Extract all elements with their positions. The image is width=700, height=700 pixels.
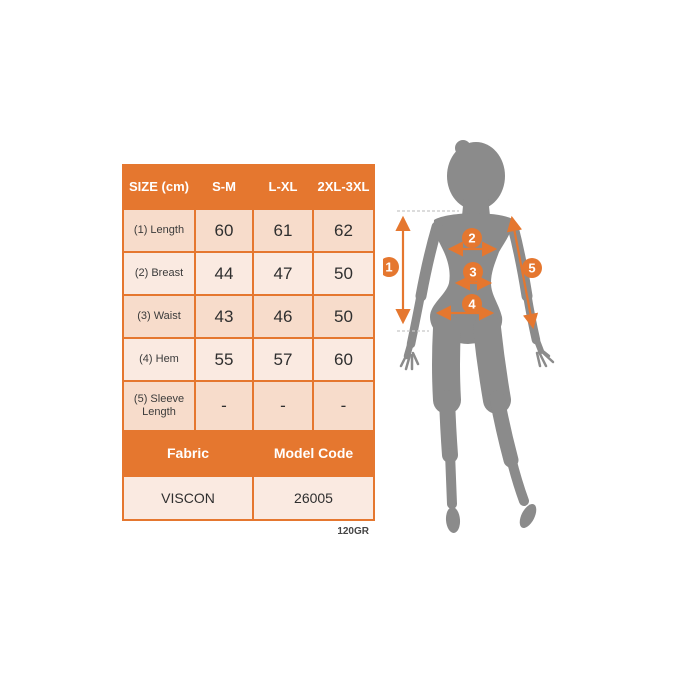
measurement-figure xyxy=(383,133,598,545)
marker-3 xyxy=(463,262,483,282)
row-breast-2xl3xl: 50 xyxy=(314,253,373,294)
marker-2 xyxy=(462,228,482,248)
size-table-header-size: SIZE (cm) xyxy=(124,166,194,208)
row-breast-label: (2) Breast xyxy=(124,253,194,294)
model-code-header: Model Code xyxy=(254,432,373,475)
fabric-header: Fabric xyxy=(124,432,252,475)
row-hem-lxl: 57 xyxy=(254,339,312,380)
row-hem-label: (4) Hem xyxy=(124,339,194,380)
row-length-label: (1) Length xyxy=(124,210,194,251)
row-waist-lxl: 46 xyxy=(254,296,312,337)
row-sleeve-lxl: - xyxy=(254,382,312,430)
svg-text:1: 1 xyxy=(385,259,393,275)
weight-footnote: 120GR xyxy=(337,526,369,537)
row-hem-2xl3xl: 60 xyxy=(314,339,373,380)
svg-text:3: 3 xyxy=(469,264,477,280)
marker-4 xyxy=(462,294,482,314)
marker-1 xyxy=(383,257,399,277)
svg-text:5: 5 xyxy=(528,260,536,276)
row-length-lxl: 61 xyxy=(254,210,312,251)
row-breast-sm: 44 xyxy=(196,253,252,294)
row-sleeve-2xl3xl: - xyxy=(314,382,373,430)
svg-text:4: 4 xyxy=(468,296,476,312)
size-table-header-lxl: L-XL xyxy=(254,166,312,208)
row-hem-sm: 55 xyxy=(196,339,252,380)
fabric-value: VISCON xyxy=(124,477,252,519)
row-breast-lxl: 47 xyxy=(254,253,312,294)
size-table-header-2xl3xl: 2XL-3XL xyxy=(314,166,373,208)
row-length-2xl3xl: 62 xyxy=(314,210,373,251)
marker-5 xyxy=(522,258,542,278)
row-length-sm: 60 xyxy=(196,210,252,251)
svg-text:2: 2 xyxy=(468,230,476,246)
row-waist-2xl3xl: 50 xyxy=(314,296,373,337)
row-sleeve-sm: - xyxy=(196,382,252,430)
row-waist-label: (3) Waist xyxy=(124,296,194,337)
model-code-value: 26005 xyxy=(254,477,373,519)
row-sleeve-label: (5) Sleeve Length xyxy=(124,382,194,430)
row-waist-sm: 43 xyxy=(196,296,252,337)
woman-silhouette-icon xyxy=(401,140,553,533)
size-table xyxy=(122,164,375,521)
size-table-header-sm: S-M xyxy=(196,166,252,208)
